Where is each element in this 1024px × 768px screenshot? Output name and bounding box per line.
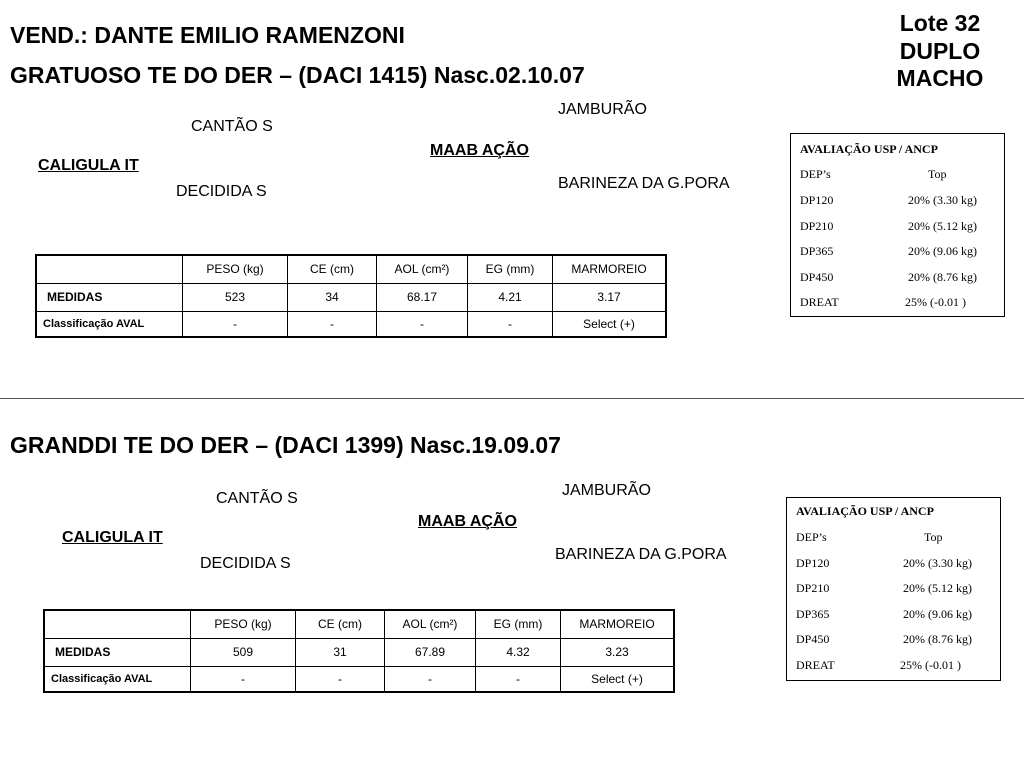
eval-value: 25% (-0.01 ) (900, 658, 961, 672)
eval-key: DP365 (796, 607, 830, 621)
evaluation-title: AVALIAÇÃO USP / ANCP (796, 504, 934, 518)
lote-type: DUPLO (899, 37, 981, 64)
eval-value: 20% (9.06 kg) (908, 244, 977, 258)
col-header: MARMOREIO (553, 255, 667, 283)
table-cell: Select (+) (561, 666, 675, 692)
table-cell: - (191, 666, 296, 692)
col-header: CE (cm) (296, 610, 385, 638)
table-cell: - (296, 666, 385, 692)
evaluation-box (786, 497, 1001, 681)
table-cell: - (385, 666, 476, 692)
vendor-title: VEND.: DANTE EMILIO RAMENZONI (10, 22, 405, 48)
table-row (36, 283, 666, 311)
table-cell: 4.21 (468, 283, 553, 311)
eval-value: Top (928, 167, 947, 181)
blank-corner (44, 610, 191, 638)
eval-value: 20% (5.12 kg) (903, 581, 972, 595)
measurements-table (35, 254, 667, 338)
eval-value: 20% (9.06 kg) (903, 607, 972, 621)
col-header: PESO (kg) (183, 255, 288, 283)
table-cell: 509 (191, 638, 296, 666)
row-label: Classificação AVAL (44, 666, 191, 692)
col-header: AOL (cm²) (377, 255, 468, 283)
row-label: MEDIDAS (44, 638, 191, 666)
table-header-row (44, 610, 674, 638)
eval-value: 20% (8.76 kg) (903, 632, 972, 646)
col-header: AOL (cm²) (385, 610, 476, 638)
eval-key: DP120 (800, 193, 834, 207)
table-cell: - (377, 311, 468, 337)
lote-label (878, 10, 1002, 93)
lote-number: Lote 32 (899, 10, 981, 36)
sire: CALIGULA IT (62, 529, 163, 546)
eval-value: Top (924, 530, 943, 544)
eval-key: DP210 (796, 581, 830, 595)
eval-value: 20% (8.76 kg) (908, 270, 977, 284)
sire-dam: DECIDIDA S (200, 555, 291, 572)
dam-sire: JAMBURÃO (562, 482, 651, 499)
dam-line: MAAB AÇÃO (418, 513, 517, 530)
table-row (36, 311, 666, 337)
eval-value: 20% (3.30 kg) (908, 193, 977, 207)
lote-sex: MACHO (896, 65, 984, 92)
col-header: MARMOREIO (561, 610, 675, 638)
table-cell: - (183, 311, 288, 337)
table-cell: 3.23 (561, 638, 675, 666)
measurements-table (43, 609, 675, 693)
eval-value: 20% (3.30 kg) (903, 556, 972, 570)
eval-key: DP365 (800, 244, 834, 258)
eval-key: DP210 (800, 219, 834, 233)
table-header-row (36, 255, 666, 283)
evaluation-title: AVALIAÇÃO USP / ANCP (800, 142, 938, 156)
row-label: Classificação AVAL (36, 311, 183, 337)
table-row (44, 638, 674, 666)
table-cell: 68.17 (377, 283, 468, 311)
table-cell: Select (+) (553, 311, 667, 337)
col-header: EG (mm) (468, 255, 553, 283)
table-cell: 523 (183, 283, 288, 311)
col-header: EG (mm) (476, 610, 561, 638)
table-cell: - (468, 311, 553, 337)
dam-line: MAAB AÇÃO (430, 142, 529, 159)
eval-key: DP450 (796, 632, 830, 646)
eval-key: DP450 (800, 270, 834, 284)
dam-dam: BARINEZA DA G.PORA (555, 546, 727, 563)
evaluation-box (790, 133, 1005, 317)
eval-value: 20% (5.12 kg) (908, 219, 977, 233)
table-row (44, 666, 674, 692)
table-cell: - (476, 666, 561, 692)
table-cell: 31 (296, 638, 385, 666)
blank-corner (36, 255, 183, 283)
eval-value: 25% (-0.01 ) (905, 295, 966, 309)
sire-sire: CANTÃO S (191, 118, 273, 135)
eval-key: DEP’s (800, 167, 831, 181)
row-label: MEDIDAS (36, 283, 183, 311)
table-cell: 67.89 (385, 638, 476, 666)
col-header: PESO (kg) (191, 610, 296, 638)
col-header: CE (cm) (288, 255, 377, 283)
eval-key: DP120 (796, 556, 830, 570)
table-cell: 3.17 (553, 283, 667, 311)
eval-key: DREAT (796, 658, 835, 672)
animal-title: GRANDDI TE DO DER – (DACI 1399) Nasc.19.09.07 (10, 432, 561, 458)
dam-dam: BARINEZA DA G.PORA (558, 175, 730, 192)
table-cell: - (288, 311, 377, 337)
section-divider (0, 398, 1024, 399)
dam-sire: JAMBURÃO (558, 101, 647, 118)
eval-key: DEP’s (796, 530, 827, 544)
table-cell: 4.32 (476, 638, 561, 666)
sire-sire: CANTÃO S (216, 490, 298, 507)
eval-key: DREAT (800, 295, 839, 309)
animal-title: GRATUOSO TE DO DER – (DACI 1415) Nasc.02.10.07 (10, 62, 585, 88)
sire-dam: DECIDIDA S (176, 183, 267, 200)
sire: CALIGULA IT (38, 157, 139, 174)
table-cell: 34 (288, 283, 377, 311)
